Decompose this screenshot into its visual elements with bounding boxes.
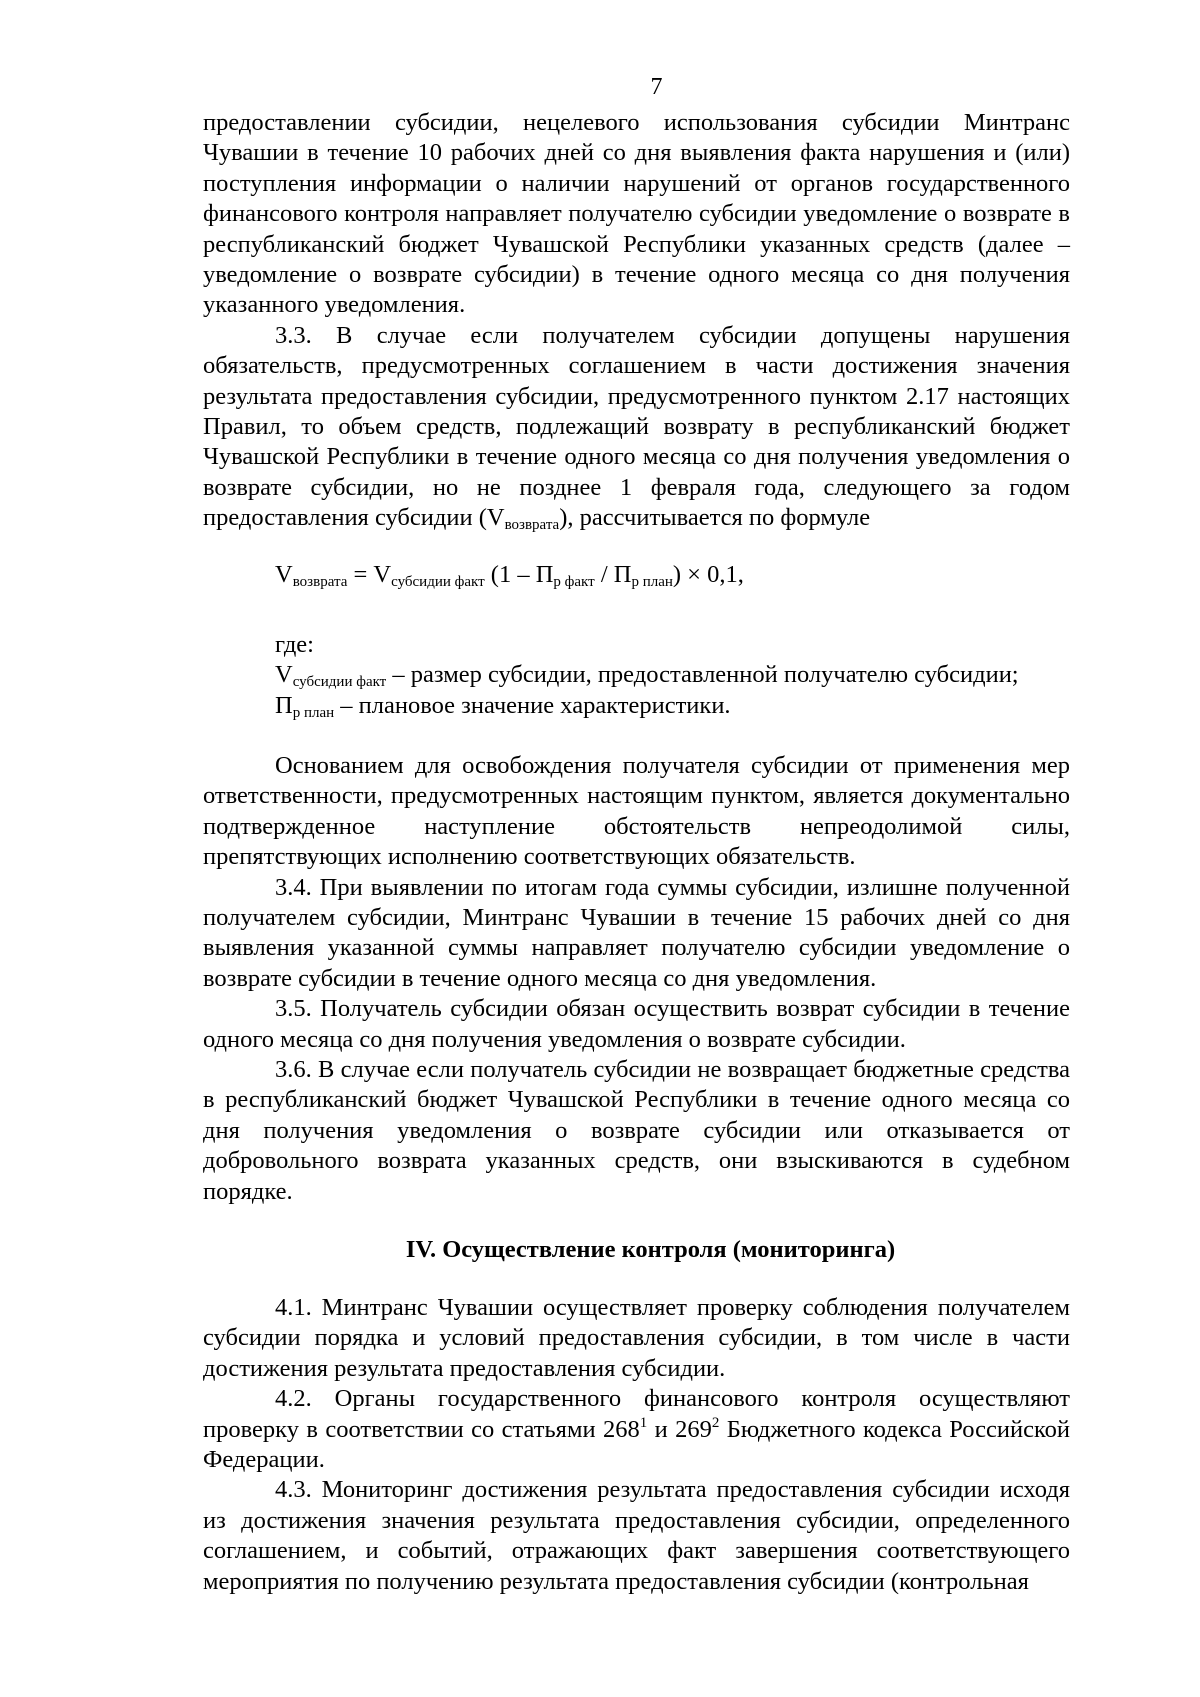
definition-p-subscript: р план bbox=[292, 704, 335, 721]
section-heading-iv: IV. Осуществление контроля (мониторинга) bbox=[405, 1236, 896, 1263]
definition-p-plan bbox=[203, 691, 1070, 721]
formula-p-fact-subscript: р факт bbox=[553, 573, 595, 590]
paragraph-3-3 bbox=[203, 321, 1070, 534]
paragraph-4-2-part-c: Бюджетного кодекса Российской Федерации. bbox=[203, 1415, 1070, 1474]
formula-open-bracket: (1 – П bbox=[484, 560, 554, 588]
formula-v-subscript: возврата bbox=[292, 573, 348, 590]
paragraph-force-majeure: Основанием для освобождения получателя субсидии от применения мер ответственности, предусмотренных настоящим пунктом, является документально подтвержденное наступление обстоятельств непреодолимой силы, препятствующих исполнению соответствующих обязательств. bbox=[203, 751, 1070, 871]
paragraph-3-5: 3.5. Получатель субсидии обязан осуществить возврат субсидии в течение одного месяца со дня получения уведомления о возврате субсидии. bbox=[203, 995, 1070, 1053]
paragraph-4-2 bbox=[203, 1384, 1070, 1475]
where-label: где: bbox=[275, 630, 314, 658]
formula-equals: = V bbox=[347, 560, 392, 588]
superscript-268: 1 bbox=[639, 1414, 648, 1431]
paragraph-3-4: 3.4. При выявлении по итогам года суммы субсидии, излишне полученной получателем субсидии, Минтранс Чувашии в течение 15 рабочих дней со дня выявления указанной суммы направляет получателю субсидии уведомление о возврате субсидии в течение одного месяца со дня уведомления. bbox=[203, 873, 1070, 992]
paragraph-3-3-tail: ), рассчитывается по формуле bbox=[559, 504, 871, 532]
paragraph-4-3: 4.3. Мониторинг достижения результата предоставления субсидии исходя из достижения значения результата предоставления субсидии, определенного соглашением, и событий, отражающих факт завершения соответствующего мероприятия по получению результата предоставления субсидии (контрольная bbox=[203, 1476, 1070, 1595]
formula-v-symbol: V bbox=[275, 560, 293, 588]
definition-v-symbol: V bbox=[275, 661, 293, 689]
definition-v-text: – размер субсидии, предоставленной получателю субсидии; bbox=[386, 661, 1019, 689]
definition-p-symbol: П bbox=[275, 691, 293, 719]
paragraph-4-2-part-b: и 269 bbox=[647, 1415, 712, 1443]
formula-divide: / П bbox=[594, 560, 632, 588]
formula-p-plan-subscript: р план bbox=[631, 573, 673, 590]
page-number: 7 bbox=[650, 74, 663, 100]
paragraph-violation-notice: предоставлении субсидии, нецелевого использования субсидии Минтранс Чувашии в течение 10 рабочих дней со дня выявления факта нарушения и (или) поступления информации о наличии нарушений от органов государственного финансового контроля направляет получателю субсидии уведомление о возврате в республиканский бюджет Чувашской Республики указанных средств (далее – уведомление о возврате субсидии) в течение одного месяца со дня получения указанного уведомления. bbox=[203, 109, 1070, 319]
superscript-269: 2 bbox=[711, 1414, 720, 1431]
spacer bbox=[203, 721, 1070, 751]
subscript-vozvrata: возврата bbox=[504, 517, 560, 534]
formula-close: ) × 0,1, bbox=[672, 560, 744, 588]
refund-formula bbox=[203, 560, 1070, 590]
formula-v-subsidy-subscript: субсидии факт bbox=[391, 573, 485, 590]
paragraph-4-1: 4.1. Минтранс Чувашии осуществляет проверку соблюдения получателем субсидии порядка и условий предоставления субсидии, в том числе в части достижения результата предоставления субсидии. bbox=[203, 1294, 1070, 1382]
paragraph-4-2-part-a: 4.2. Органы государственного финансового контроля осуществляют проверку в соответствии со статьями 268 bbox=[203, 1385, 1070, 1443]
definition-v-subscript: субсидии факт bbox=[292, 674, 387, 691]
definition-v-subsidy bbox=[203, 660, 1070, 690]
paragraph-3-6: 3.6. В случае если получатель субсидии не возвращает бюджетные средства в республиканский бюджет Чувашской Республики в течение одного месяца со дня получения уведомления о возврате субсидии или отказывается от добровольного возврата указанных средств, они взыскиваются в судебном порядке. bbox=[203, 1055, 1070, 1205]
definition-p-text: – плановое значение характеристики. bbox=[334, 691, 731, 719]
paragraph-3-3-text: 3.3. В случае если получателем субсидии допущены нарушения обязательств, предусмотренных соглашением в части достижения значения результата предоставления субсидии, предусмотренного пунктом 2.17 настоящих Правил, то объем средств, подлежащий возврату в республиканский бюджет Чувашской Республики в течение одного месяца со дня получения уведомления о возврате субсидии, но не позднее 1 февраля года, следующего за годом предоставления субсидии (V bbox=[203, 321, 1070, 532]
